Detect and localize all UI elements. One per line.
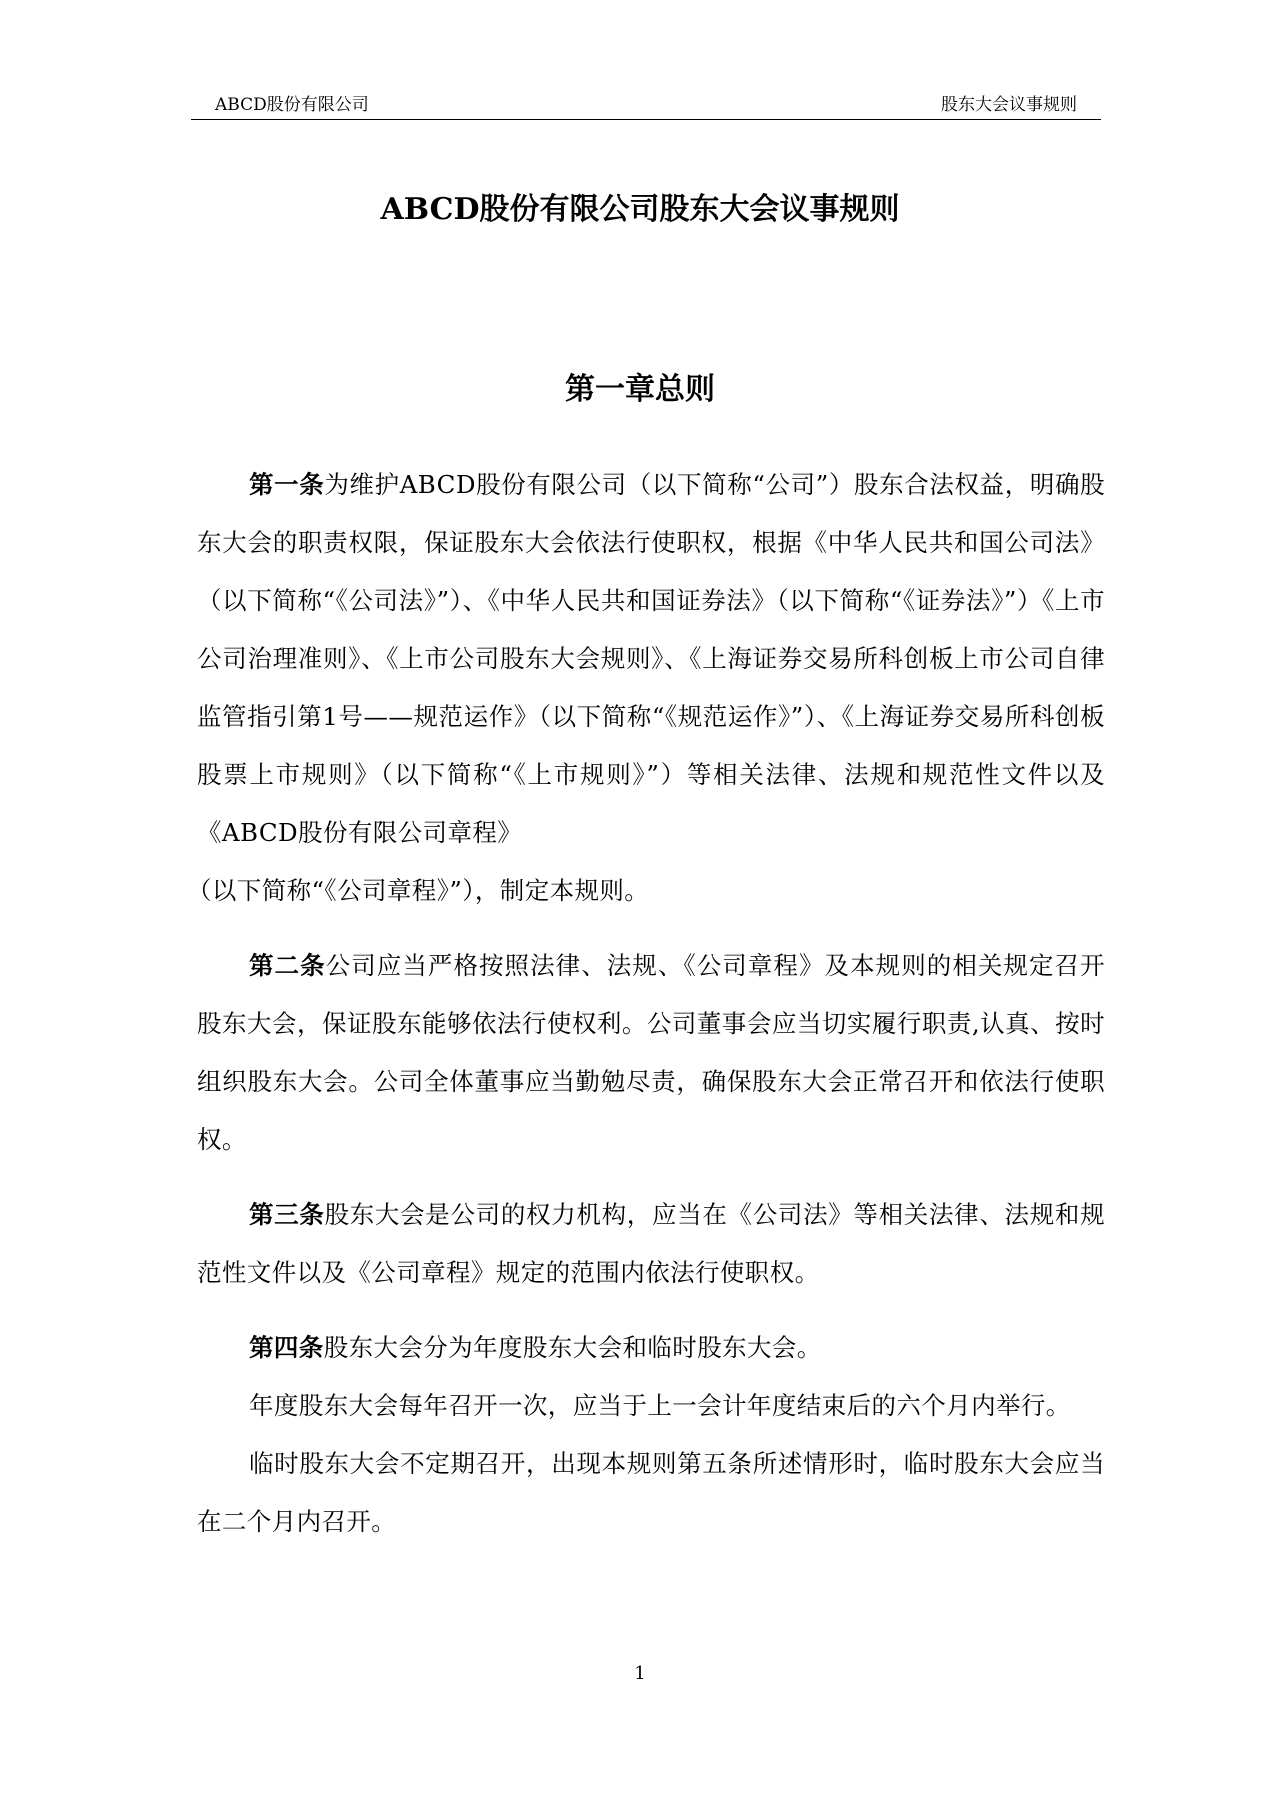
paragraph-annual-meeting: 年度股东大会每年召开一次，应当于上一会计年度结束后的六个月内举行。 [249, 1391, 1071, 1420]
article-label: 第一条 [249, 470, 325, 499]
article-continuation: （以下简称“《公司章程》”），制定本规则。 [187, 876, 650, 905]
article-4 [197, 1319, 1105, 1377]
article-3 [197, 1186, 1105, 1302]
header-divider [191, 119, 1101, 120]
chapter-heading: 第一章总则 [565, 372, 715, 407]
article-label: 第三条 [249, 1200, 325, 1229]
article-2 [197, 937, 1105, 1169]
article-text: 为维护ABCD股份有限公司（以下简称“公司”）股东合法权益，明确股东大会的职责权限，保证股东大会依法行使职权，根据《中华人民共和国公司法》（以下简称“《公司法》”）、《中华人民共和国证券法》（以下简称“《证券法》”）《上市公司治理准则》、《上市公司股东大会规则》、《上海证券交易所科创板上市公司自律监管指引第1号——规范运作》（以下简称“《规范运作》”）、《上海证券交易所科创板股票上市规则》（以下简称“《上市规则》”）等相关法律、法规和规范性文件以及《ABCD股份有限公司章程》 [197, 470, 1105, 847]
header-document-name: 股东大会议事规则 [941, 95, 1077, 115]
page-header [191, 94, 1101, 116]
paragraph-interim-meeting: 临时股东大会不定期召开，出现本规则第五条所述情形时，临时股东大会应当在二个月内召开。 [197, 1449, 1105, 1536]
article-text: 公司应当严格按照法律、法规、《公司章程》及本规则的相关规定召开股东大会，保证股东能够依法行使权利。公司董事会应当切实履行职责,认真、按时组织股东大会。公司全体董事应当勤勉尽责，确保股东大会正常召开和依法行使职权。 [197, 951, 1105, 1154]
article-label: 第二条 [249, 951, 326, 980]
article-text: 股东大会分为年度股东大会和临时股东大会。 [323, 1333, 822, 1362]
document-title: ABCD股份有限公司股东大会议事规则 [380, 192, 900, 227]
article-text: 股东大会是公司的权力机构，应当在《公司法》等相关法律、法规和规范性文件以及《公司章程》规定的范围内依法行使职权。 [197, 1200, 1105, 1287]
page-number: 1 [634, 1663, 646, 1684]
article-1 [187, 456, 1105, 920]
header-company-name: ABCD股份有限公司 [215, 95, 369, 115]
document-body [187, 456, 1105, 1551]
article-label: 第四条 [249, 1333, 324, 1362]
